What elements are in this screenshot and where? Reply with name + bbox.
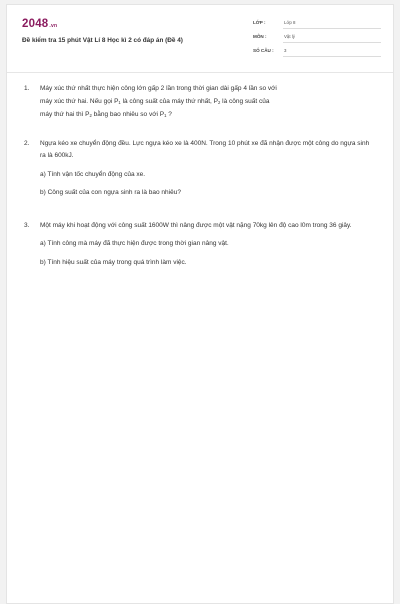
question-text: Ngựa kéo xe chuyển động đều. Lực ngựa kéo xe là 400N. Trong 10 phút xe đã nhận được một công do ngựa sinh ra là 600kJ. xyxy=(40,139,370,159)
question-part-b: b) Tính hiệu suất của máy trong quá trình làm việc. xyxy=(40,258,187,266)
site-logo[interactable]: 2048.vn xyxy=(22,18,58,30)
exam-header xyxy=(7,5,393,73)
meta-row-subject xyxy=(253,32,383,44)
exam-sheet xyxy=(6,4,394,604)
meta-row-question-count xyxy=(253,46,383,58)
meta-value: 3 xyxy=(283,48,381,57)
question-2 xyxy=(7,138,393,200)
question-part-a: a) Tính vận tốc chuyển động của xe. xyxy=(40,170,146,178)
question-text: Một máy khi hoạt động với công suất 1600W thì nâng được một vật nặng 70kg lên độ cao l0m trong 36 giây. xyxy=(40,221,352,229)
meta-label: SỐ CÂU : xyxy=(253,48,274,53)
question-1 xyxy=(7,83,393,123)
question-part-b: b) Công suất của con ngựa sinh ra là bao nhiêu? xyxy=(40,189,181,196)
question-part-a: a) Tính công mà máy đã thực hiện được trong thời gian nâng vật. xyxy=(40,240,229,247)
meta-label: LỚP : xyxy=(253,20,266,25)
exam-title: Đề kiểm tra 15 phút Vật Lí 8 Học kì 2 có đáp án (Đề 4) xyxy=(22,37,183,44)
question-list xyxy=(7,83,393,269)
meta-row-class xyxy=(253,18,383,30)
question-number: 3. xyxy=(24,221,30,229)
question-text: Máy xúc thứ nhất thực hiện công lớn gấp 2 lần trong thời gian dài gấp 4 lần so với máy xúc thứ hai. Nếu gọi $P_1$ là công suất của máy thứ nhất, $P_2$ là công suất của máy thứ hai thì $P_2$ bằng bao nhiêu so với $P_1$ ? xyxy=(40,85,277,118)
meta-value: Lớp 8 xyxy=(283,20,381,29)
meta-label: MÔN : xyxy=(253,34,267,39)
exam-meta xyxy=(253,18,383,60)
question-number: 1. xyxy=(24,85,30,92)
meta-value: Vật lý xyxy=(283,34,381,43)
question-number: 2. xyxy=(24,139,30,147)
question-3 xyxy=(7,220,393,270)
